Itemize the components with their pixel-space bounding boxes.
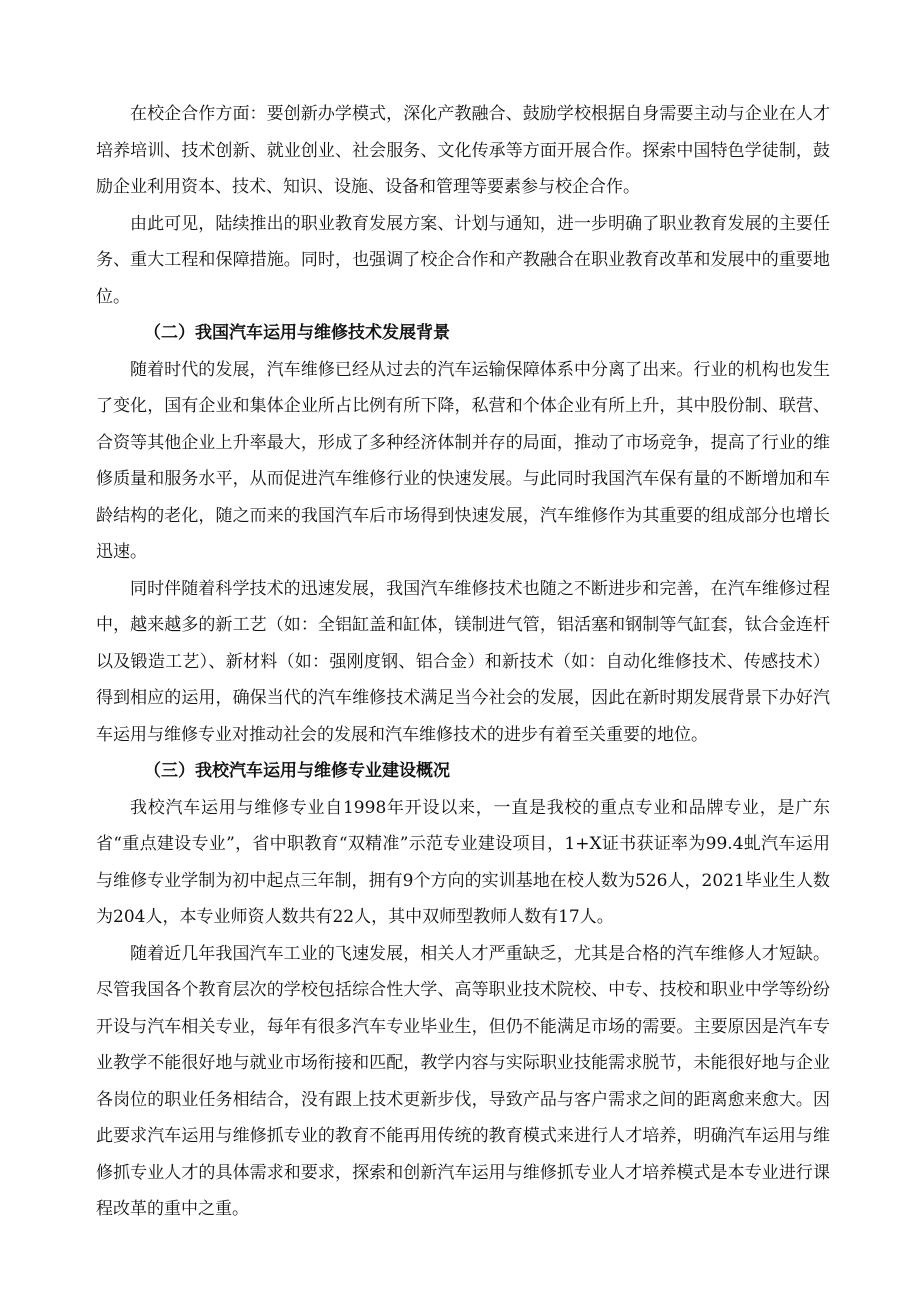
paragraph-auto-repair-technology: 同时伴随着科学技术的迅速发展，我国汽车维修技术也随之不断进步和完善，在汽车维修过程中，越来越多的新工艺（如：全铝缸盖和缸体，镁制进气管，铝活塞和钢制等气缸套，钛合金连杆以及锻造工艺）、新材料（如：强刚度钢、铝合金）和新技术（如：自动化维修技术、传感技术）得到相应的运用，确保当代的汽车维修技术满足当今社会的发展，因此在新时期发展背景下办好汽车运用与维修专业对推动社会的发展和汽车维修技术的进步有着至关重要的地位。: [96, 578, 830, 745]
paragraph-program-statistics: 我校汽车运用与维修专业自1998年开设以来，一直是我校的重点专业和品牌专业，是广东省“重点建设专业”，省中职教育“双精准”示范专业建设项目，1+X证书获证率为99.4虬汽车运用与维修专业学制为初中起点三年制，拥有9个方向的实训基地在校人数为526人，2021毕业生人数为204人，本专业师资人数共有22人，其中双师型教师人数有17人。: [96, 797, 830, 927]
paragraph-summary: 由此可见，陆续推出的职业教育发展方案、计划与通知，进一步明确了职业教育发展的主要任务、重大工程和保障措施。同时，也强调了校企合作和产教融合在职业教育改革和发展中的重要地位。: [96, 213, 830, 307]
paragraph-auto-repair-industry: 随着时代的发展，汽车维修已经从过去的汽车运输保障体系中分离了出来。行业的机构也发生了变化，国有企业和集体企业所占比例有所下降，私营和个体企业有所上升，其中股份制、联营、合资等其他企业上升率最大，形成了多种经济体制并存的局面，推动了市场竞争，提高了行业的维修质量和服务水平，从而促进汽车维修行业的快速发展。与此同时我国汽车保有量的不断增加和车龄结构的老化，随之而来的我国汽车后市场得到快速发展，汽车维修作为其重要的组成部分也增长迅速。: [96, 359, 830, 562]
paragraph-school-enterprise-cooperation: 在校企合作方面：要创新办学模式，深化产教融合、鼓励学校根据自身需要主动与企业在人才培养培训、技术创新、就业创业、社会服务、文化传承等方面开展合作。探索中国特色学徒制，鼓励企业利用资本、技术、知识、设施、设备和管理等要素参与校企合作。: [96, 104, 830, 197]
document-body: [96, 96, 830, 1228]
paragraph-talent-shortage: 随着近几年我国汽车工业的飞速发展，相关人才严重缺乏，尤其是合格的汽车维修人才短缺。尽管我国各个教育层次的学校包括综合性大学、高等职业技术院校、中专、技校和职业中学等纷纷开设与汽车相关专业，每年有很多汽车专业毕业生，但仍不能满足市场的需要。主要原因是汽车专业教学不能很好地与就业市场衔接和匹配，教学内容与实际职业技能需求脱节，未能很好地与企业各岗位的职业任务相结合，没有跟上技术更新步伐，导致产品与客户需求之间的距离愈来愈大。因此要求汽车运用与维修抓专业的教育不能再用传统的教育模式来进行人才培养，明确汽车运用与维修抓专业人才的具体需求和要求，探索和创新汽车运用与维修抓专业人才培养模式是本专业进行课程改革的重中之重。: [96, 943, 830, 1219]
section-heading-auto-tech-background: （二）我国汽车运用与维修技术发展背景: [144, 323, 450, 343]
section-heading-school-program-overview: （三）我校汽车运用与维修专业建设概况: [144, 761, 450, 781]
